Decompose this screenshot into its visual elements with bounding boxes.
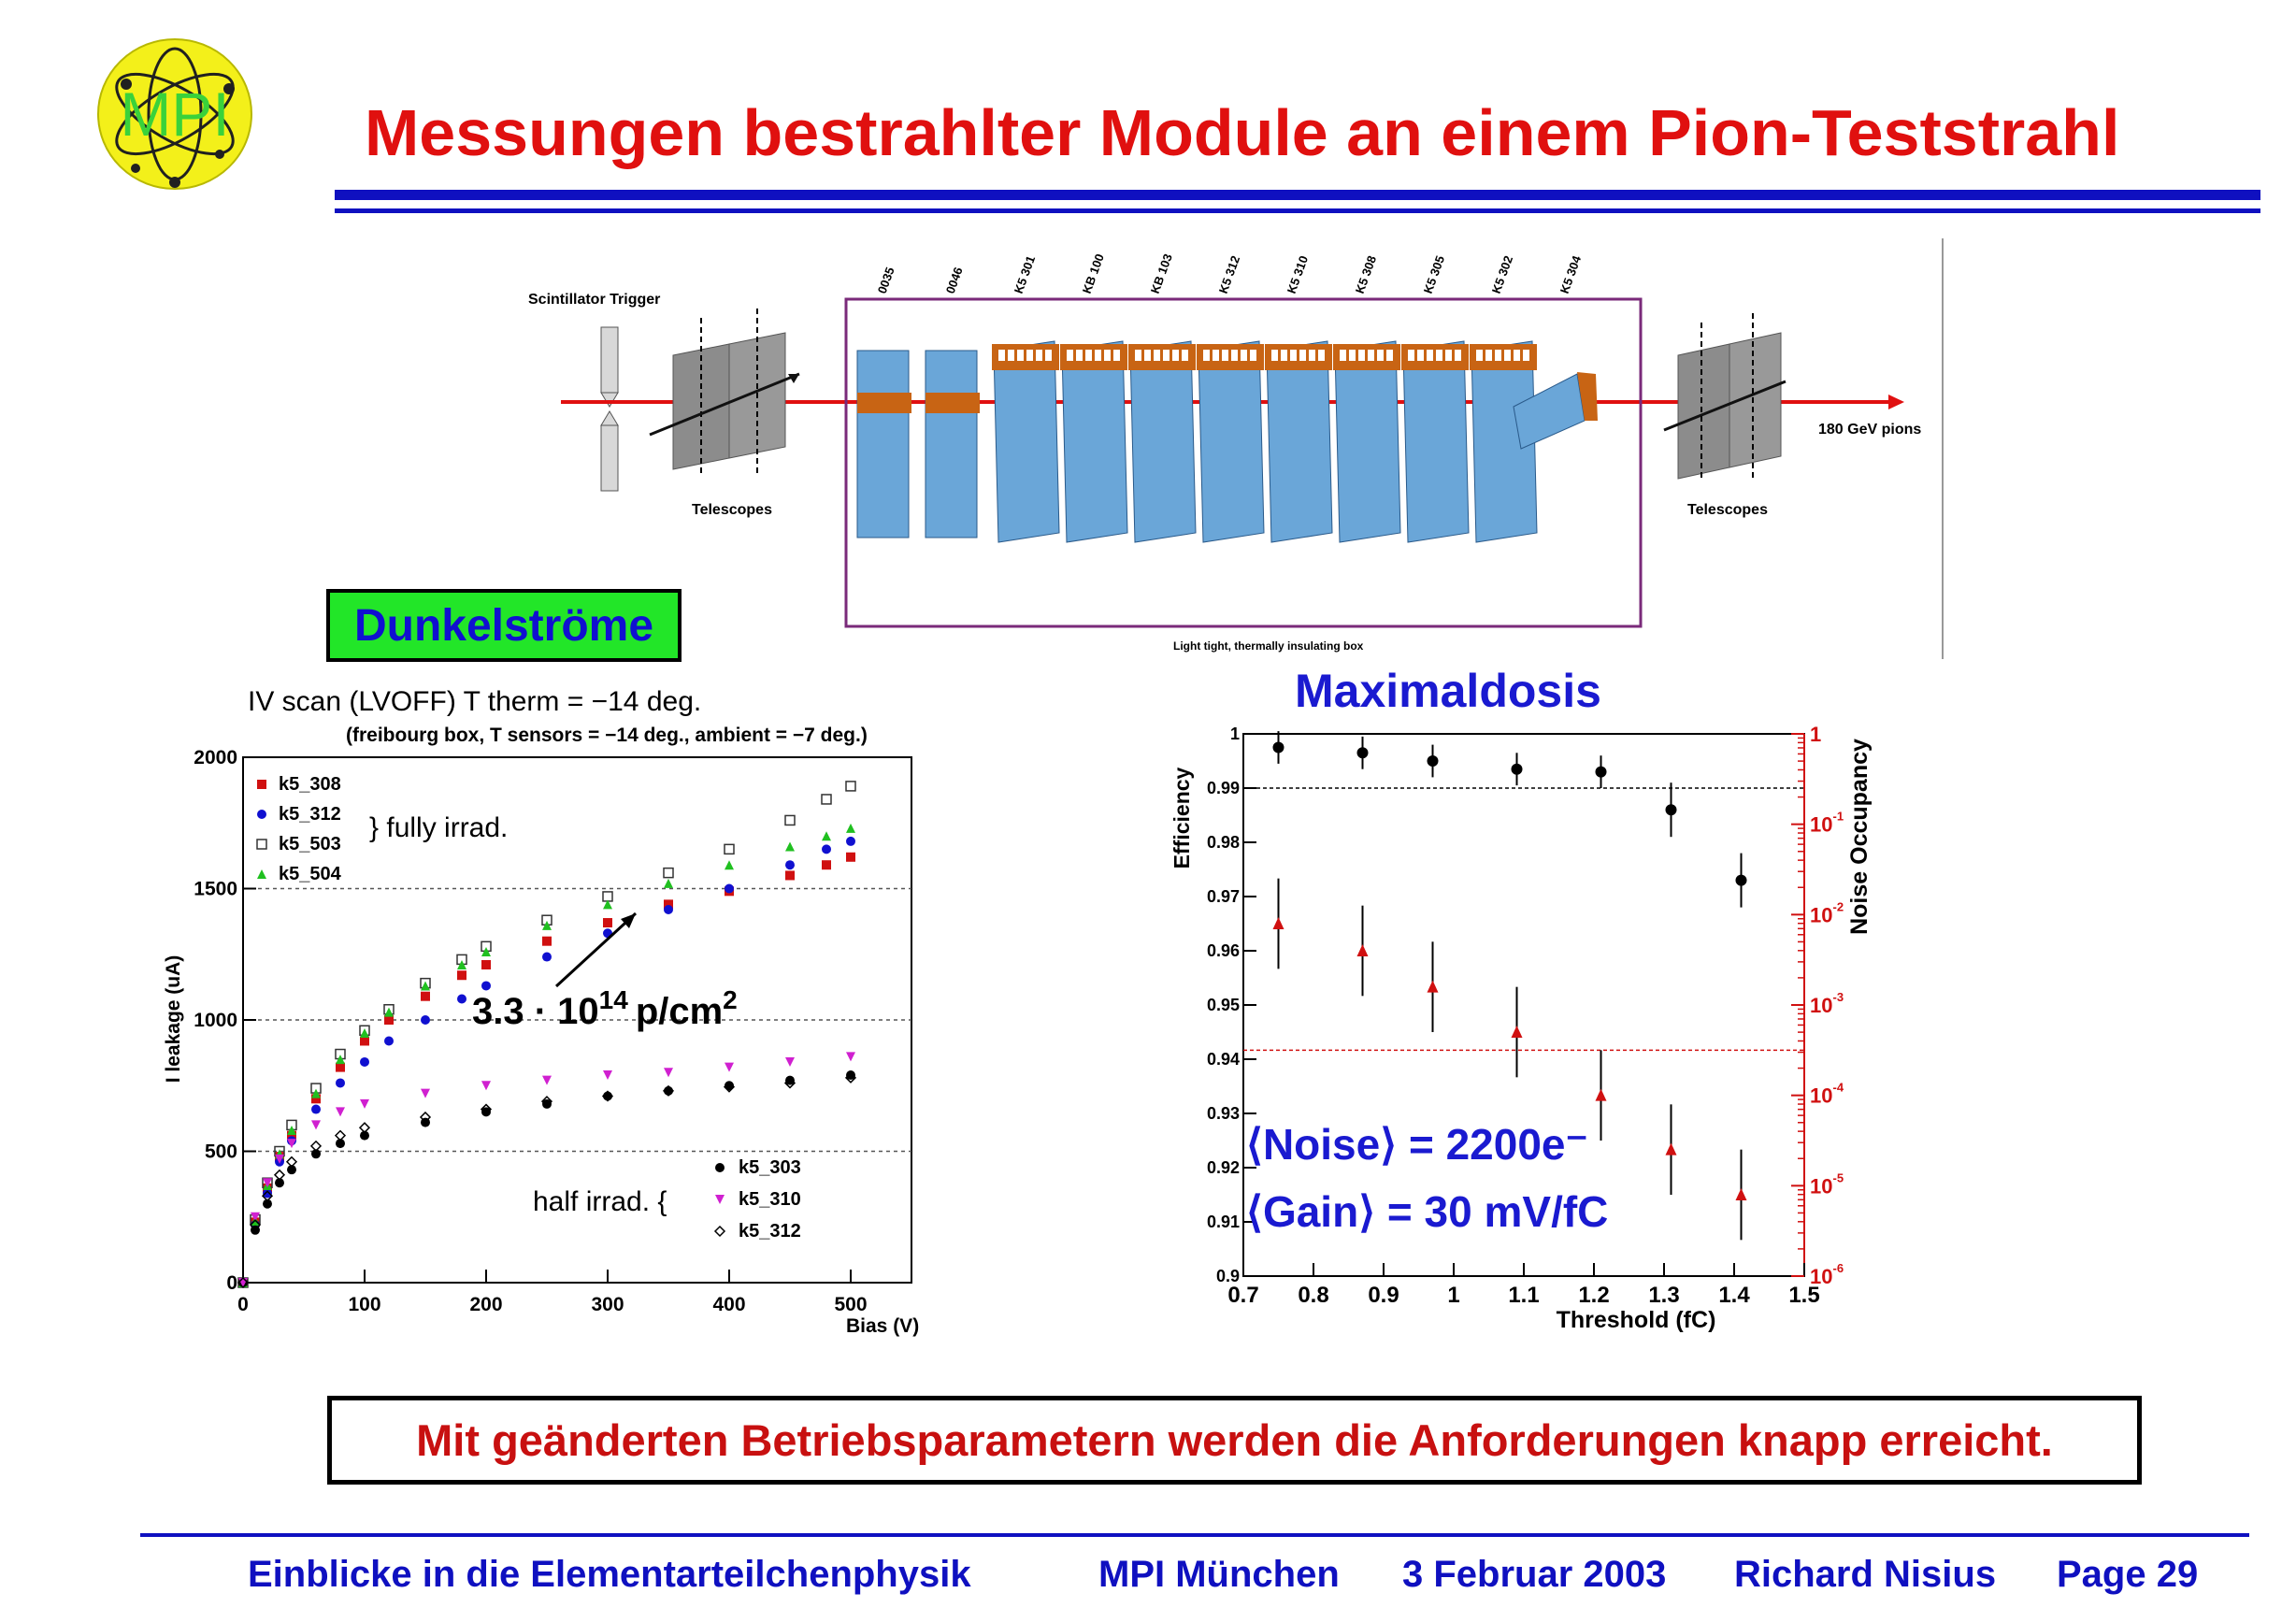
iv-point: [785, 1057, 795, 1067]
efficiency-occupancy-chart: [1150, 711, 1879, 1346]
eff-point: [1357, 747, 1369, 758]
iv-legend-label: k5_504: [279, 864, 341, 884]
eff-rtick-label: 1: [1810, 723, 1822, 746]
module-label: KB 100: [1079, 251, 1107, 296]
conclusion-text: Mit geänderten Betriebsparametern werden die Anforderungen knapp erreicht.: [416, 1415, 2053, 1465]
occ-point: [1357, 944, 1369, 956]
iv-legend-marker: [257, 869, 266, 879]
iv-point: [664, 905, 673, 914]
mpi-logo: [89, 33, 262, 196]
noise-annotation: ⟨Noise⟩ = 2200e⁻: [1246, 1120, 1588, 1169]
iv-point: [846, 824, 855, 833]
left-telescopes: [650, 309, 799, 477]
module-label: K5 308: [1352, 253, 1380, 296]
eff-ytick-label: 0.96: [1206, 941, 1240, 960]
iv-point: [785, 870, 795, 880]
iv-xtick-label: 400: [712, 1294, 746, 1315]
module-label: K5 310: [1284, 253, 1312, 296]
occ-point: [1273, 917, 1284, 929]
iv-legend-label: k5_312: [279, 804, 341, 825]
iv-point: [664, 1068, 673, 1077]
module-k5-310: [1265, 341, 1332, 542]
iv-point: [822, 844, 831, 854]
conclusion-box: [327, 1396, 2142, 1485]
eff-xtick-label: 1: [1447, 1283, 1460, 1308]
iv-point: [725, 1063, 734, 1072]
gain-annotation: ⟨Gain⟩ = 30 mV/fC: [1246, 1187, 1609, 1236]
module-label: K5 312: [1215, 253, 1243, 296]
iv-point: [336, 1078, 345, 1087]
fluence-annotation: $3.3 \cdot 10^{14}$ $p/cm^2$: [472, 985, 738, 1032]
iv-ytick-label: 0: [226, 1272, 237, 1294]
iv-legend-marker: [257, 840, 266, 849]
module-label: 0035: [874, 265, 897, 296]
iv-xtick-label: 300: [591, 1294, 624, 1315]
iv-point: [421, 992, 430, 1001]
iv-point: [725, 860, 734, 869]
module-0035: [857, 351, 911, 538]
page-number: 29: [2156, 1554, 2199, 1595]
eff-rtick-label: $10^{-1}$: [1810, 809, 1844, 837]
module-kb-100: [1060, 341, 1127, 542]
iv-legend-label: k5_503: [279, 834, 341, 854]
title-rule-thin: [335, 208, 2260, 213]
modules-layer: [857, 341, 1598, 542]
eff-ylabel-right: Noise Occupancy: [1846, 739, 1873, 935]
footer-rule: [140, 1533, 2249, 1537]
eff-xtick-label: 1.2: [1578, 1283, 1610, 1308]
trigger-label: Scintillator Trigger: [528, 292, 661, 308]
beam-label: 180 GeV pions: [1818, 422, 1922, 438]
iv-legend-marker: [715, 1227, 725, 1236]
beam-setup-diagram: [519, 234, 1959, 664]
eff-xtick-label: 1.5: [1788, 1283, 1820, 1308]
eff-ytick-label: 0.93: [1206, 1104, 1240, 1123]
module-0046: [926, 351, 980, 538]
iv-legend-marker: [257, 780, 266, 789]
iv-point: [664, 879, 673, 888]
footer-place: MPI München: [1098, 1554, 1340, 1595]
iv-point: [421, 1089, 430, 1098]
iv-point: [846, 853, 855, 862]
eff-ytick-label: 1: [1229, 725, 1240, 743]
iv-point: [542, 953, 552, 962]
module-k5-305: [1401, 341, 1469, 542]
dunkelstroeme-label: Dunkelströme: [353, 600, 654, 651]
iv-legend-marker: [257, 810, 266, 819]
eff-ytick-label: 0.95: [1206, 996, 1240, 1014]
eff-point: [1273, 742, 1284, 754]
footer-author: Richard Nisius: [1734, 1554, 1997, 1595]
iv-ytick-label: 1000: [194, 1010, 237, 1031]
eff-point: [1428, 755, 1439, 767]
maximaldosis-label: Maximaldosis: [1295, 665, 1601, 717]
eff-xtick-label: 1.3: [1648, 1283, 1680, 1308]
occ-point: [1596, 1089, 1607, 1101]
telescopes-left-label: Telescopes: [692, 502, 772, 518]
logo-text: MPI: [120, 79, 230, 149]
iv-point: [481, 981, 491, 990]
iv-point: [664, 868, 673, 878]
box-label: Light tight, thermally insulating box: [1173, 639, 1364, 653]
occ-point: [1512, 1026, 1523, 1038]
iv-point: [603, 1091, 612, 1100]
module-labels: [875, 251, 1585, 295]
eff-xtick-label: 1.4: [1718, 1283, 1750, 1308]
eff-ytick-label: 0.92: [1206, 1158, 1240, 1177]
footer-talk: Einblicke in die Elementarteilchenphysik: [248, 1554, 971, 1595]
footer-date: 3 Februar 2003: [1402, 1554, 1667, 1595]
eff-ytick-label: 0.9: [1215, 1267, 1240, 1285]
eff-xtick-label: 1.1: [1508, 1283, 1540, 1308]
right-telescopes: [1664, 313, 1786, 481]
iv-point: [336, 1107, 345, 1116]
iv-point: [542, 1076, 552, 1085]
eff-point: [1512, 764, 1523, 775]
eff-rtick-label: $10^{-2}$: [1810, 899, 1844, 927]
eff-point: [1596, 767, 1607, 778]
iv-point: [822, 860, 831, 869]
iv-xtick-label: 200: [469, 1294, 503, 1315]
iv-xlabel: Bias (V): [846, 1315, 920, 1337]
footer-page: [2057, 1554, 2198, 1596]
eff-rtick-label: $10^{-6}$: [1810, 1261, 1844, 1288]
iv-point: [785, 860, 795, 869]
iv-xtick-label: 500: [834, 1294, 868, 1315]
title-rule-thick: [335, 190, 2260, 200]
occ-point: [1428, 981, 1439, 993]
iv-point: [603, 1070, 612, 1080]
iv-point: [311, 1120, 321, 1129]
eff-ylabel-left: Efficiency: [1170, 767, 1194, 869]
fluence-arrow: [556, 913, 636, 986]
eff-point: [1736, 875, 1747, 886]
half-irrad-label: half irrad. {: [533, 1186, 667, 1217]
module-label: K5 305: [1420, 253, 1448, 296]
eff-rtick-label: $10^{-4}$: [1810, 1080, 1844, 1108]
iv-title: IV scan (LVOFF) T therm = −14 deg.: [248, 686, 702, 717]
iv-legend-label: k5_312: [739, 1221, 801, 1242]
iv-point: [421, 981, 430, 990]
iv-point: [384, 1036, 394, 1045]
module-label: 0046: [942, 265, 966, 296]
iv-point: [846, 837, 855, 846]
iv-point: [384, 1008, 394, 1017]
iv-point: [360, 1057, 369, 1067]
eff-rtick-label: $10^{-5}$: [1810, 1170, 1844, 1199]
module-k5-308: [1333, 341, 1400, 542]
iv-legend-marker: [715, 1163, 725, 1172]
eff-ytick-label: 0.98: [1206, 833, 1240, 852]
eff-xtick-label: 0.8: [1298, 1283, 1329, 1308]
iv-point: [822, 831, 831, 840]
iv-point: [311, 1105, 321, 1114]
iv-point: [725, 844, 734, 854]
iv-point: [725, 884, 734, 894]
module-label: K5 301: [1011, 253, 1039, 296]
iv-legend-label: k5_303: [739, 1157, 801, 1178]
module-label: K5 302: [1488, 253, 1516, 296]
occ-point: [1736, 1188, 1747, 1200]
iv-point: [481, 960, 491, 969]
iv-point: [846, 782, 855, 791]
telescopes-right-label: Telescopes: [1687, 502, 1768, 518]
iv-ytick-label: 2000: [194, 747, 237, 768]
scintillator-lower: [601, 425, 618, 491]
eff-rtick-label: $10^{-3}$: [1810, 990, 1844, 1017]
iv-point: [481, 1081, 491, 1090]
iv-ytick-label: 500: [204, 1141, 237, 1163]
iv-subtitle: (freibourg box, T sensors = −14 deg., ambient = −7 deg.): [346, 725, 868, 746]
occ-point: [1666, 1143, 1677, 1155]
iv-point: [457, 970, 466, 980]
beam-arrow: [1888, 395, 1904, 409]
fully-irrad-label: } fully irrad.: [369, 812, 509, 843]
module-label: K5 304: [1557, 253, 1585, 296]
iv-xtick-label: 100: [348, 1294, 381, 1315]
iv-point: [822, 795, 831, 804]
iv-scan-chart: [159, 678, 954, 1351]
iv-point: [664, 1086, 673, 1096]
iv-ylabel: I leakage (uA): [163, 955, 184, 1084]
eff-ytick-label: 0.91: [1206, 1213, 1240, 1231]
module-label: KB 103: [1147, 251, 1175, 296]
iv-point: [785, 842, 795, 852]
eff-point: [1666, 804, 1677, 815]
iv-point: [846, 1052, 855, 1061]
page-label: Page: [2057, 1554, 2146, 1595]
iv-point: [603, 918, 612, 927]
module-k5-301: [992, 341, 1059, 542]
iv-legend-label: k5_310: [739, 1189, 801, 1210]
eff-xlabel: Threshold (fC): [1556, 1307, 1716, 1333]
iv-ytick-label: 1500: [194, 878, 237, 900]
iv-point: [421, 1015, 430, 1025]
eff-xtick-label: 0.9: [1368, 1283, 1399, 1308]
iv-point: [785, 815, 795, 825]
module-k5-312: [1197, 341, 1264, 542]
iv-point: [360, 1028, 369, 1038]
eff-ytick-label: 0.97: [1206, 887, 1240, 906]
iv-point: [542, 937, 552, 946]
eff-ytick-label: 0.94: [1206, 1050, 1240, 1069]
eff-ytick-label: 0.99: [1206, 779, 1240, 797]
dunkelstroeme-label-box: [326, 589, 682, 662]
iv-legend-marker: [715, 1195, 725, 1204]
eff-xtick-label: 0.7: [1227, 1283, 1259, 1308]
iv-legend-label: k5_308: [279, 774, 341, 795]
iv-point: [360, 1099, 369, 1109]
iv-point: [457, 995, 466, 1004]
page-title: Messungen bestrahlter Module an einem Pion-Teststrahl: [365, 96, 2120, 169]
scintillator-upper: [601, 327, 618, 393]
module-kb-103: [1128, 341, 1196, 542]
iv-xtick-label: 0: [237, 1294, 249, 1315]
